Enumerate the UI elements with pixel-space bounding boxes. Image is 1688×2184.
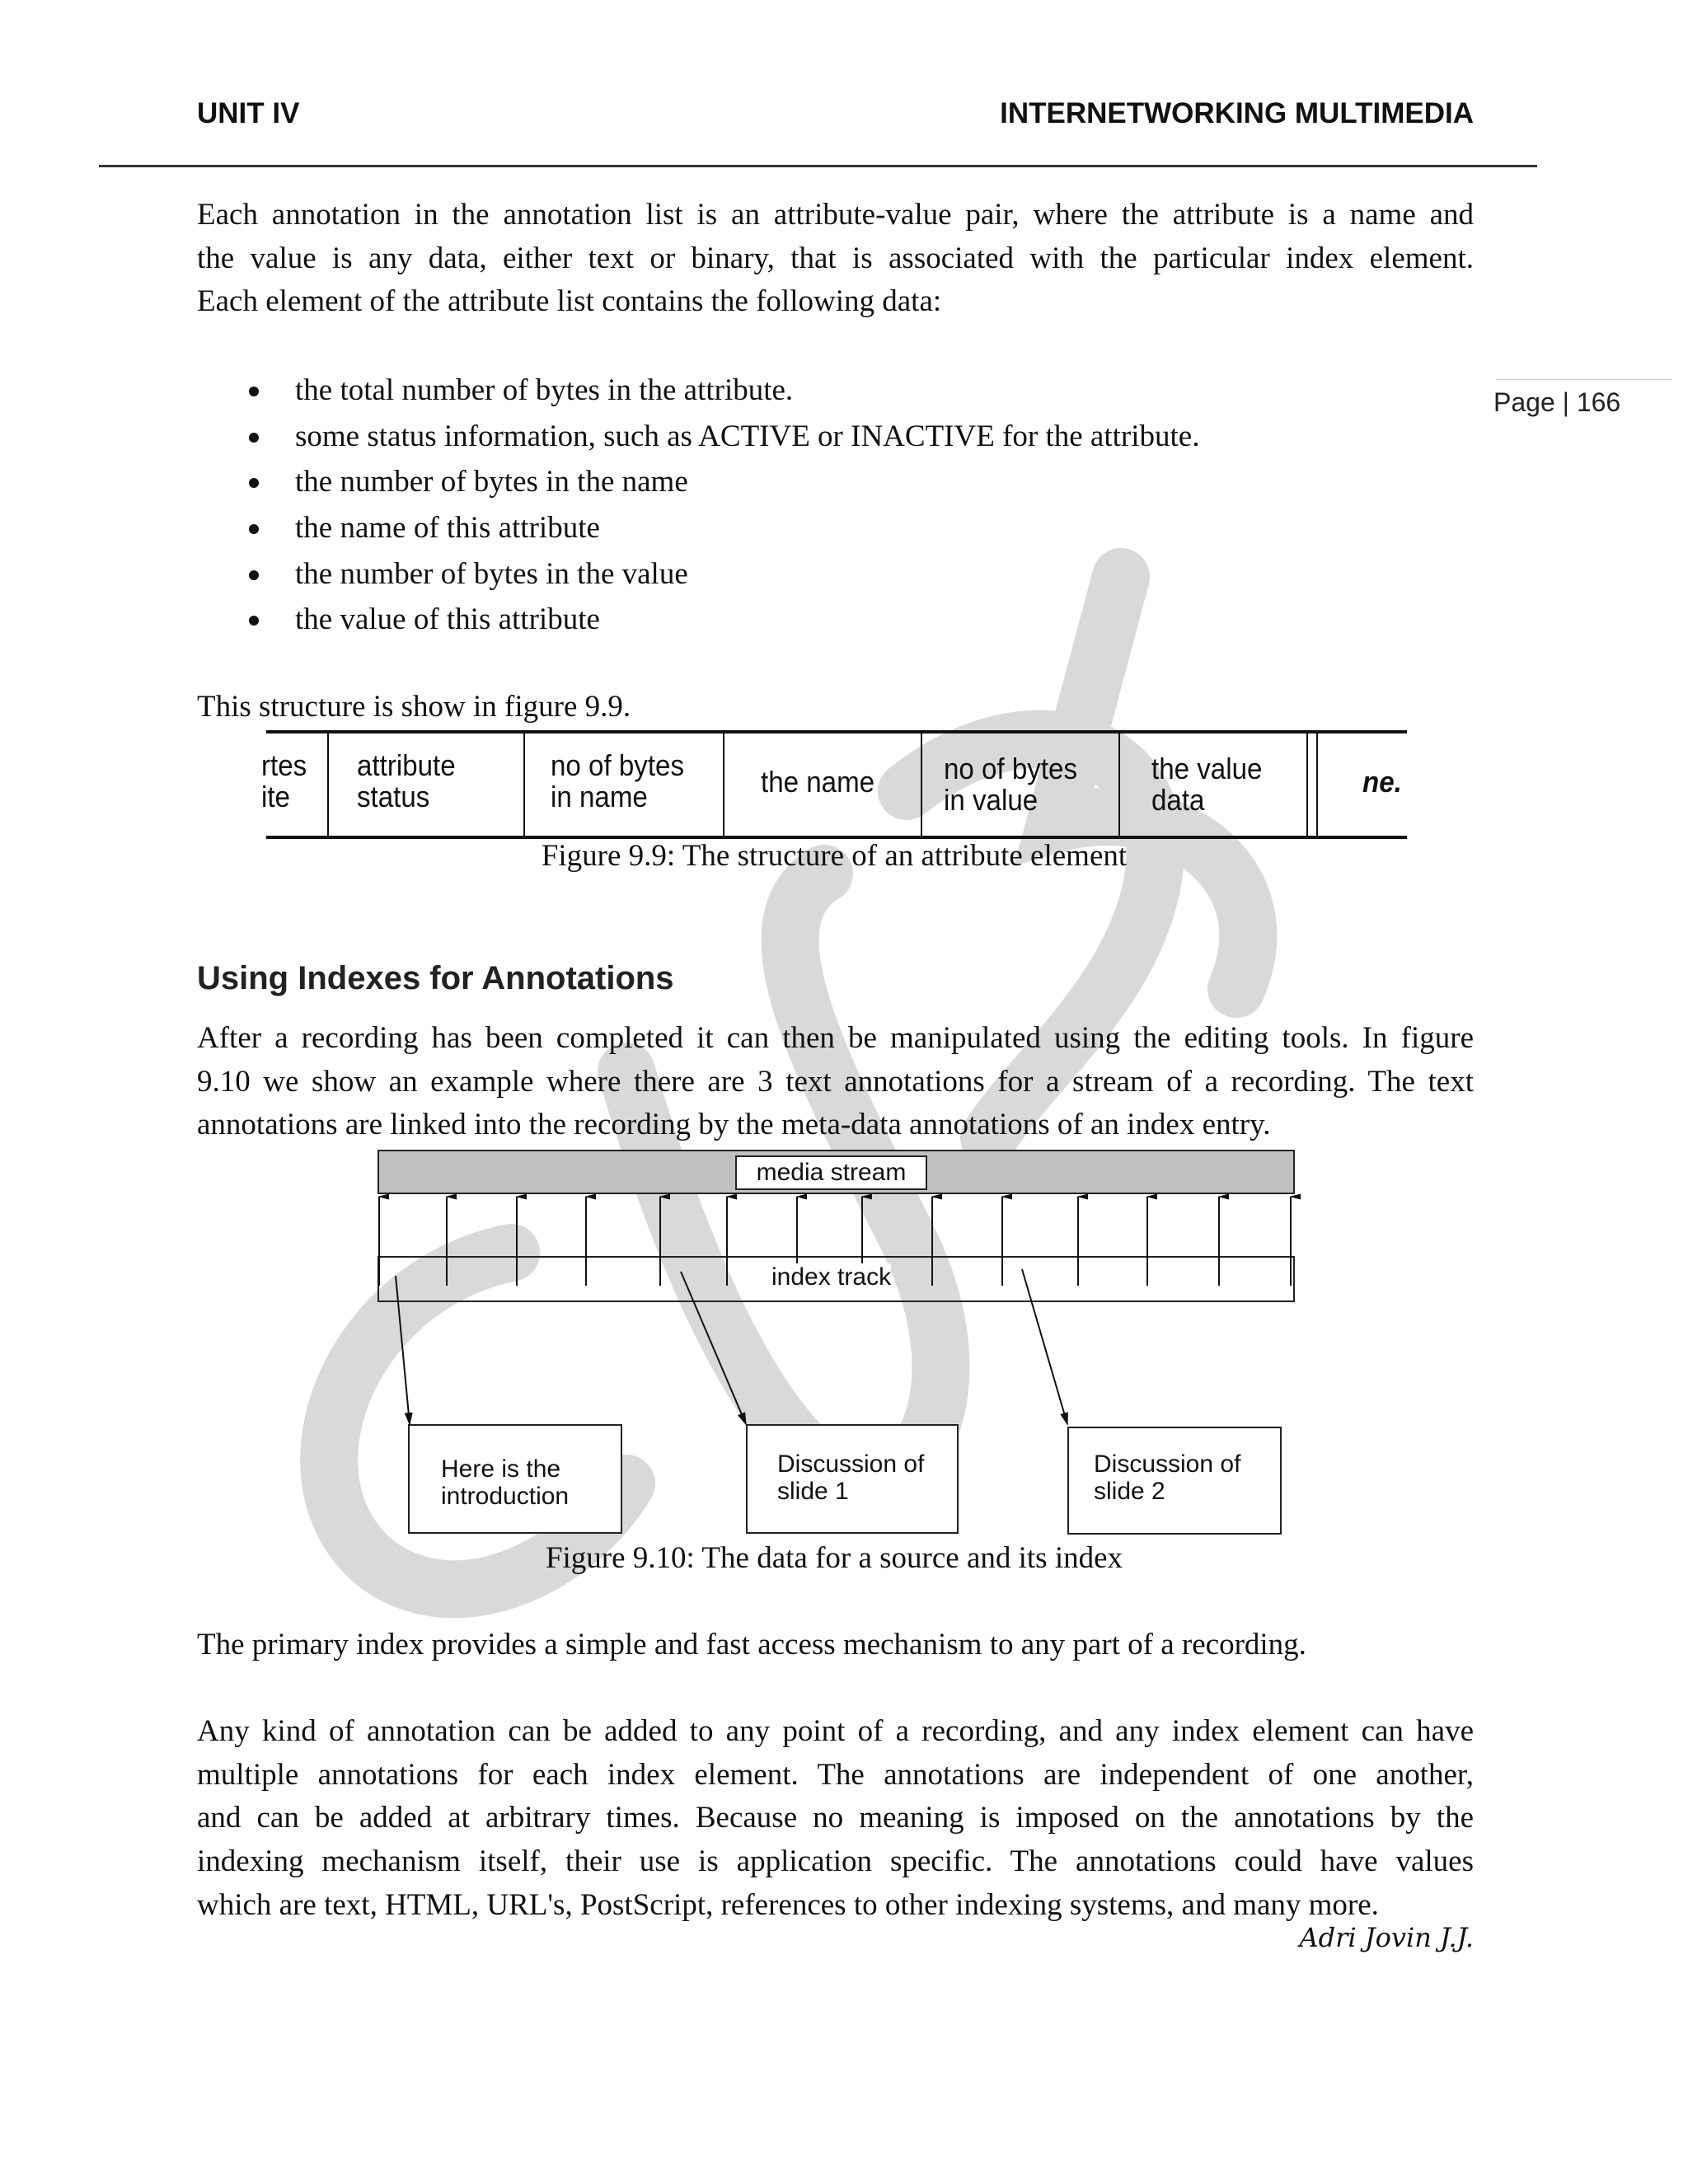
page-value: 166 (1576, 387, 1621, 417)
list-item: the total number of bytes in the attribute. (295, 373, 794, 407)
cell-text: in value (944, 783, 1039, 817)
cell-text: in name (551, 780, 648, 813)
annotation-box (746, 1424, 959, 1534)
cell-text: rtes (261, 748, 307, 782)
annotation-text (1094, 1451, 1240, 1505)
primary-index-paragraph: The primary index provides a simple and fast access mechanism to any part of a recording. (197, 1628, 1306, 1661)
header-unit: UNIT IV (197, 97, 300, 129)
cell-text: no of bytes (944, 752, 1078, 785)
annotation-box (408, 1424, 622, 1534)
annotation-line: introduction (441, 1483, 570, 1510)
annotation-text (441, 1455, 569, 1510)
cell-text: the name (761, 765, 875, 799)
header-title: INTERNETWORKING MULTIMEDIA (1000, 97, 1474, 129)
list-item: the value of this attribute (295, 602, 600, 636)
list-item: some status information, such as ACTIVE or INACTIVE for the attribute. (295, 419, 1200, 453)
structure-intro: This structure is show in figure 9.9. (197, 690, 631, 724)
index-track-label: index track (771, 1263, 892, 1291)
paragraph-line: Any kind of annotation can be added to any point of a recording, and any index element can have (197, 1714, 1474, 1748)
paragraph-line: annotations are linked into the recording by the meta-data annotations of an index entry. (197, 1108, 1271, 1141)
cell-text: status (357, 780, 430, 813)
cell-text: the value (1151, 752, 1263, 785)
annotation-box (1067, 1427, 1282, 1535)
signature: Adri Jovin J.J. (1299, 1922, 1474, 1953)
annotation-line: Discussion of (1094, 1451, 1241, 1478)
cell-text: attribute (357, 748, 456, 782)
paragraph-line: After a recording has been completed it can then be manipulated using the editing tools. In figure (197, 1021, 1474, 1055)
cell-text: ite (261, 780, 290, 813)
paragraph-line: Each annotation in the annotation list is an attribute-value pair, where the attribute is a name and (197, 198, 1474, 232)
paragraph-line: the value is any data, either text or binary, that is associated with the particular index element. (197, 241, 1474, 275)
list-item: the name of this attribute (295, 511, 600, 545)
cell-text: no of bytes (551, 748, 685, 782)
annotation-text (777, 1451, 924, 1505)
page-label: Page (1493, 387, 1555, 417)
paragraph-line: multiple annotations for each index element. The annotations are independent of one another, (197, 1758, 1474, 1792)
annotation-line: slide 2 (1094, 1478, 1165, 1505)
paragraph-line: which are text, HTML, URL's, PostScript, references to other indexing systems, and many more. (197, 1888, 1379, 1922)
cell-text: data (1151, 783, 1205, 817)
list-item: the number of bytes in the name (295, 465, 688, 499)
cell-text: ne. (1362, 765, 1402, 799)
section-heading: Using Indexes for Annotations (197, 960, 674, 996)
list-item: the number of bytes in the value (295, 557, 688, 591)
paragraph-line: Each element of the attribute list contains the following data: (197, 284, 942, 318)
page-separator: | (1562, 387, 1569, 417)
figure-9-9-caption: Figure 9.9: The structure of an attribute element (541, 839, 1128, 873)
annotation-line: Here is the (441, 1455, 561, 1483)
annotation-line: slide 1 (777, 1478, 849, 1505)
paragraph-line: 9.10 we show an example where there are 3 text annotations for a stream of a recording. The text (197, 1065, 1474, 1099)
figure-9-10-caption: Figure 9.10: The data for a source and its index (545, 1541, 1123, 1575)
paragraph-line: indexing mechanism itself, their use is application specific. The annotations could have values (197, 1844, 1474, 1878)
annotation-line: Discussion of (777, 1451, 925, 1478)
paragraph-line: and can be added at arbitrary times. Because no meaning is imposed on the annotations by the (197, 1801, 1474, 1835)
media-stream-label: media stream (756, 1159, 907, 1186)
